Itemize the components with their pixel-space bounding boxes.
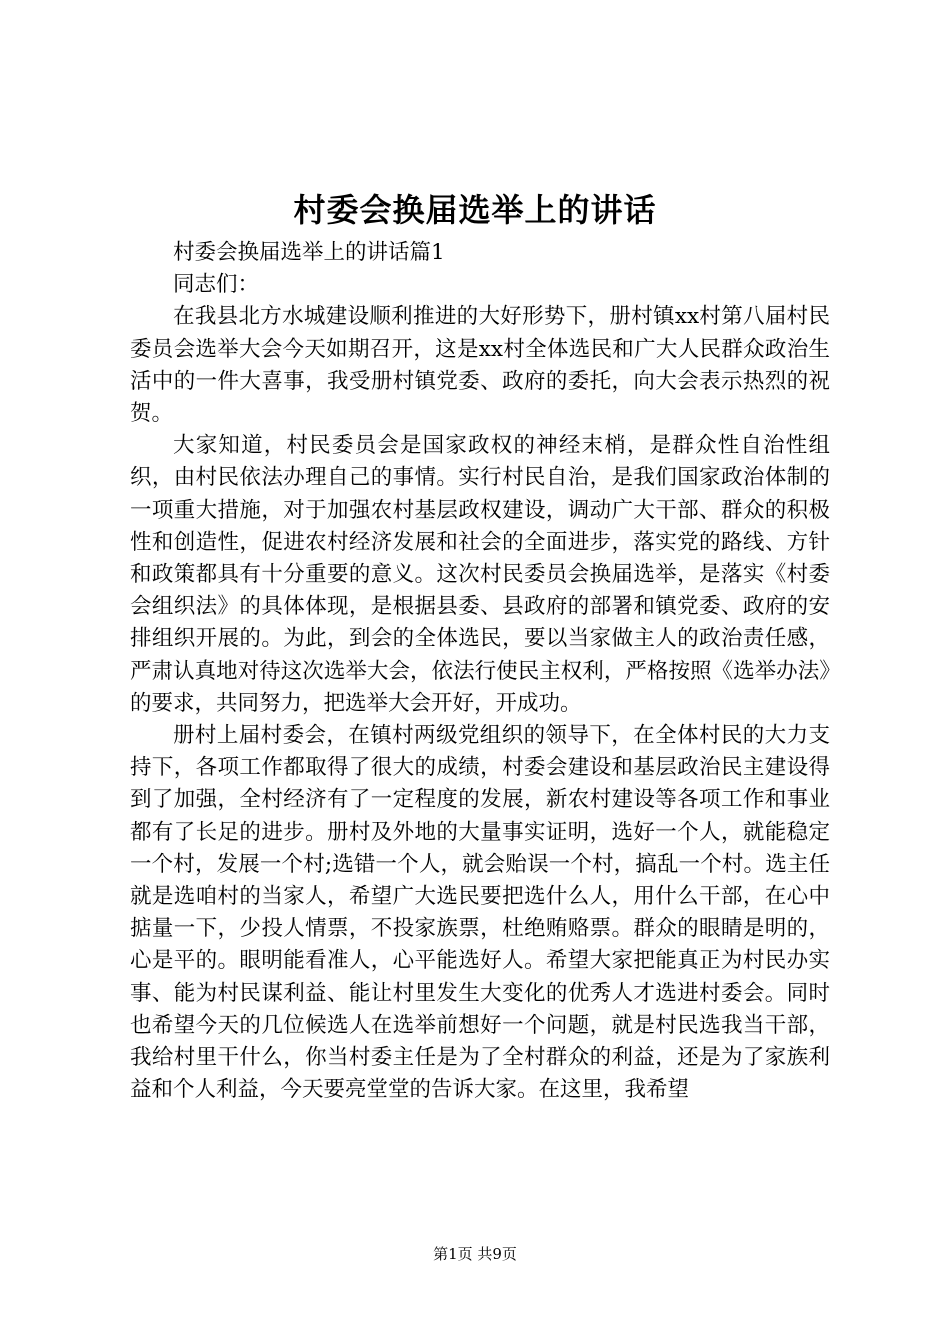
section-heading: 村委会换届选举上的讲话篇1 <box>173 240 445 265</box>
paragraph: 在我县北方水城建设顺利推进的大好形势下，册村镇xx村第八届村民委员会选举大会今天如期召开，这是xx村全体选民和广大人民群众政治生活中的一件大喜事，我受册村镇党委、政府的委托，向大会表示热烈的祝贺。 <box>130 304 830 427</box>
document-title: 村委会换届选举上的讲话 <box>293 191 657 229</box>
page-footer: 第1页 共9页 <box>433 1245 517 1263</box>
paragraph: 册村上届村委会，在镇村两级党组织的领导下，在全体村民的大力支持下，各项工作都取得了很大的成绩，村委会建设和基层政治民主建设得到了加强，全村经济有了一定程度的发展，新农村建设等各项工作和事业都有了长足的进步。册村及外地的大量事实证明，选好一个人，就能稳定一个村，发展一个村;选错一个人，就会贻误一个村，搞乱一个村。选主任就是选咱村的当家人，希望广大选民要把选什么人，用什么干部，在心中掂量一下，少投人情票，不投家族票，杜绝贿赂票。群众的眼睛是明的，心是平的。眼明能看准人，心平能选好人。希望大家把能真正为村民办实事、能为村民谋利益、能让村里发生大变化的优秀人才选进村委会。同时也希望今天的几位候选人在选举前想好一个问题，就是村民选我当干部，我给村里干什么，你当村委主任是为了全村群众的利益，还是为了家族利益和个人利益，今天要亮堂堂的告诉大家。在这里，我希望 <box>130 723 830 1103</box>
paragraph: 大家知道，村民委员会是国家政权的神经末梢，是群众性自治性组织，由村民依法办理自己的事情。实行村民自治，是我们国家政治体制的一项重大措施，对于加强农村基层政权建设，调动广大干部、群众的积极性和创造性，促进农村经济发展和社会的全面进步，落实党的路线、方针和政策都具有十分重要的意义。这次村民委员会换届选举，是落实《村委会组织法》的具体体现，是根据县委、县政府的部署和镇党委、政府的安排组织开展的。为此，到会的全体选民，要以当家做主人的政治责任感，严肃认真地对待这次选举大会，依法行使民主权利，严格按照《选举办法》的要求，共同努力，把选举大会开好，开成功。 <box>130 433 830 716</box>
document-body <box>130 237 830 1106</box>
salutation: 同志们： <box>173 272 260 298</box>
